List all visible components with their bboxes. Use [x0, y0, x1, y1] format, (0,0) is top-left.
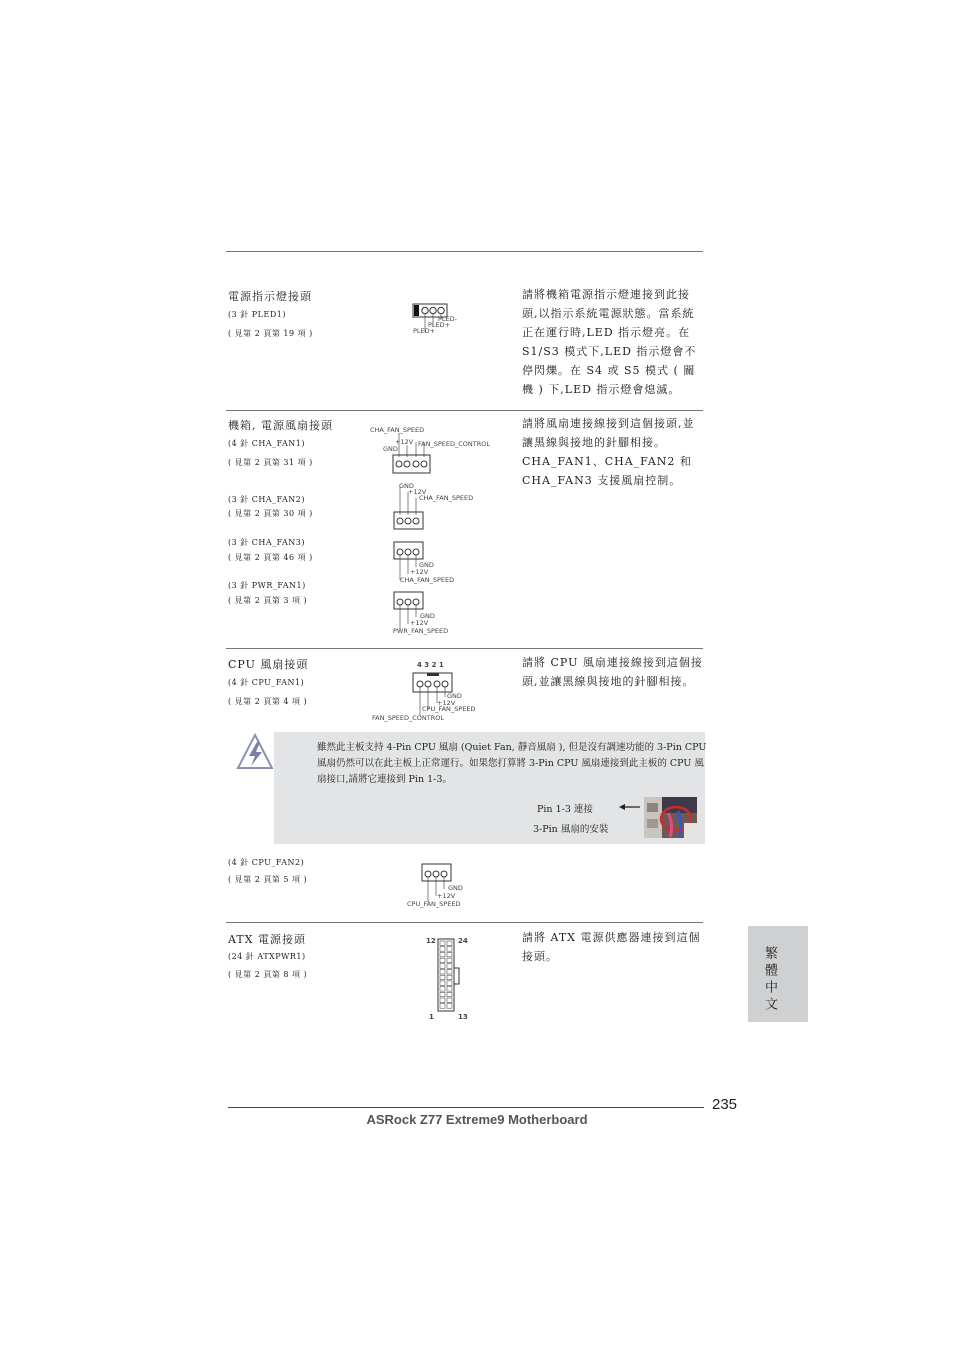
power-led-pins: (3 針 PLED1) — [228, 310, 286, 319]
cha-fan1-connector — [390, 433, 434, 475]
cha-fan3-ref: ( 見第 2 頁第 46 項 ) — [228, 553, 313, 562]
atx-pin-24: 24 — [458, 937, 468, 945]
atx-pin-12: 12 — [426, 937, 436, 945]
cpu-fan-desc: 請將 CPU 風扇連接線接到這個接頭,並讓黑線與接地的針腳相接。 — [522, 656, 703, 688]
atx-pin-cell — [440, 964, 445, 969]
pwr-fan1-pins: (3 針 PWR_FAN1) — [228, 581, 306, 590]
atx-pin-cell — [440, 1004, 445, 1009]
section-divider — [226, 410, 703, 411]
cha-fan2-ref: ( 見第 2 頁第 30 項 ) — [228, 509, 313, 518]
pled-plus-label-1: PLED+ — [428, 321, 451, 329]
cha-fan2-12v-label: +12V — [408, 488, 427, 496]
atx-pin-cell — [447, 964, 452, 969]
cpu-fan1-pin-numbers: 4 3 2 1 — [417, 661, 444, 669]
power-led-desc: 請將機箱電源指示燈連接到此接頭,以指示系統電源狀態。當系統正在運行時,LED 指示燈亮。在 S1/S3 模式下,LED 指示燈會不停閃爍。在 S4 或 S5 模式 ( 關機 ) 下,LED 指示燈會熄滅。 — [522, 288, 697, 396]
atx-pin-1: 1 — [429, 1013, 434, 1021]
pwr-fan1-gnd-label: GND — [420, 612, 435, 620]
atx-pin-cell — [447, 975, 452, 980]
pled-plus-label-2: PLED+ — [413, 327, 436, 335]
atx-pin-cell — [440, 998, 445, 1003]
atx-pin-cell — [447, 987, 452, 992]
atx-pin-cell — [447, 998, 452, 1003]
atx-pin-cell — [440, 958, 445, 963]
pled-minus-label: PLED- — [438, 315, 457, 323]
cpu-fan2-12v-label: +12V — [437, 892, 456, 900]
section-divider — [226, 648, 703, 649]
cpu-fan2-ref: ( 見第 2 頁第 5 項 ) — [228, 875, 308, 884]
cpu-fan1-speed-label: CPU_FAN_SPEED — [422, 705, 476, 713]
atx-pin-cell — [447, 947, 452, 952]
cpu-fan1-ctrl-label: FAN_SPEED_CONTROL — [372, 714, 444, 722]
cha-fan2-connector — [392, 483, 426, 531]
atx-pin-cell — [447, 992, 452, 997]
cpu-fan-title: CPU 風扇接頭 — [228, 658, 309, 671]
atx-connector — [437, 938, 461, 1012]
atx-title: ATX 電源接頭 — [228, 933, 307, 946]
pin-connection-label: Pin 1-3 連接 — [537, 804, 593, 815]
atx-ref: ( 見第 2 頁第 8 項 ) — [228, 970, 308, 979]
top-rule — [226, 251, 703, 252]
cha-fan2-pins: (3 針 CHA_FAN2) — [228, 495, 306, 504]
atx-pin-cell — [440, 952, 445, 957]
fan-install-photo — [644, 797, 697, 838]
cpu-fan1-pins: (4 針 CPU_FAN1) — [228, 678, 305, 687]
warning-icon — [236, 733, 274, 771]
atx-pin-cell — [447, 952, 452, 957]
cha-fan1-12v-label: +12V — [395, 438, 414, 446]
cpu-fan2-pins: (4 針 CPU_FAN2) — [228, 858, 305, 867]
fan-title: 機箱, 電源風扇接頭 — [228, 419, 333, 432]
cha-fan1-speed-label: CHA_FAN_SPEED — [370, 426, 425, 434]
cha-fan2-gnd-label: GND — [399, 482, 414, 490]
footer-rule — [228, 1107, 704, 1108]
cpu-fan2-speed-label: CPU_FAN_SPEED — [407, 900, 461, 908]
atx-pin-cell — [447, 970, 452, 975]
atx-desc: 請將 ATX 電源供應器連接到這個接頭。 — [522, 931, 701, 963]
cpu-fan1-ref: ( 見第 2 頁第 4 項 ) — [228, 697, 308, 706]
atx-pin-cell — [440, 941, 445, 946]
power-led-ref: ( 見第 2 頁第 19 項 ) — [228, 329, 313, 338]
cha-fan1-pins: (4 針 CHA_FAN1) — [228, 439, 306, 448]
atx-pin-cell — [447, 958, 452, 963]
fan-desc: 請將風扇連接線接到這個接頭,並讓黑線與接地的針腳相接。CHA_FAN1、CHA_FAN2 和 CHA_FAN3 支援風扇控制。 — [522, 417, 695, 487]
section-divider — [226, 922, 703, 923]
cha-fan3-pins: (3 針 CHA_FAN3) — [228, 538, 306, 547]
pwr-fan1-speed-label: PWR_FAN_SPEED — [393, 627, 449, 635]
atx-pin-cell — [440, 992, 445, 997]
power-led-title: 電源指示燈接頭 — [228, 290, 312, 303]
footer-title: ASRock Z77 Extreme9 Motherboard — [366, 1112, 588, 1127]
cha-fan2-speed-label: CHA_FAN_SPEED — [419, 494, 474, 502]
atx-pin-cell — [447, 1004, 452, 1009]
page-number: 235 — [712, 1096, 738, 1113]
cha-fan3-speed-label: CHA_FAN_SPEED — [400, 576, 455, 584]
atx-pin-cell — [447, 981, 452, 986]
arrow-left-icon — [619, 802, 641, 812]
atx-pins: (24 針 ATXPWR1) — [228, 952, 306, 961]
pwr-fan1-12v-label: +12V — [410, 619, 429, 627]
atx-pin-cell — [440, 947, 445, 952]
atx-pin-cell — [440, 981, 445, 986]
cha-fan1-ref: ( 見第 2 頁第 31 項 ) — [228, 458, 313, 467]
atx-pin-cell — [440, 970, 445, 975]
cpu-fan1-gnd-label: GND — [447, 692, 462, 700]
cpu-fan2-gnd-label: GND — [448, 884, 463, 892]
language-tab-label: 繁體中文 — [762, 946, 777, 1014]
cha-fan3-gnd-label: GND — [419, 561, 434, 569]
atx-pin-cell — [447, 941, 452, 946]
atx-pin-cell — [440, 987, 445, 992]
fan-install-label: 3-Pin 風扇的安裝 — [533, 824, 609, 835]
language-tab — [748, 926, 808, 1022]
atx-pin-cell — [440, 975, 445, 980]
note-text: 雖然此主板支持 4-Pin CPU 風扇 (Quiet Fan, 靜音風扇 ), 但是沒有調速功能的 3-Pin CPU 風扇仍然可以在此主板上正常運行。如果您打算將 3-Pin CPU 風扇連接到此主板的 CPU 風扇接口,請將它連接到 Pin 1-3。 — [317, 742, 707, 785]
pwr-fan1-ref: ( 見第 2 頁第 3 項 ) — [228, 596, 308, 605]
atx-pin-13: 13 — [458, 1013, 468, 1021]
cha-fan1-gnd-label: GND — [383, 445, 398, 453]
cpu-fan1-12v-label: +12V — [437, 699, 456, 707]
cha-fan3-12v-label: +12V — [410, 568, 429, 576]
cha-fan1-ctrl-label: FAN_SPEED_CONTROL — [418, 440, 490, 448]
